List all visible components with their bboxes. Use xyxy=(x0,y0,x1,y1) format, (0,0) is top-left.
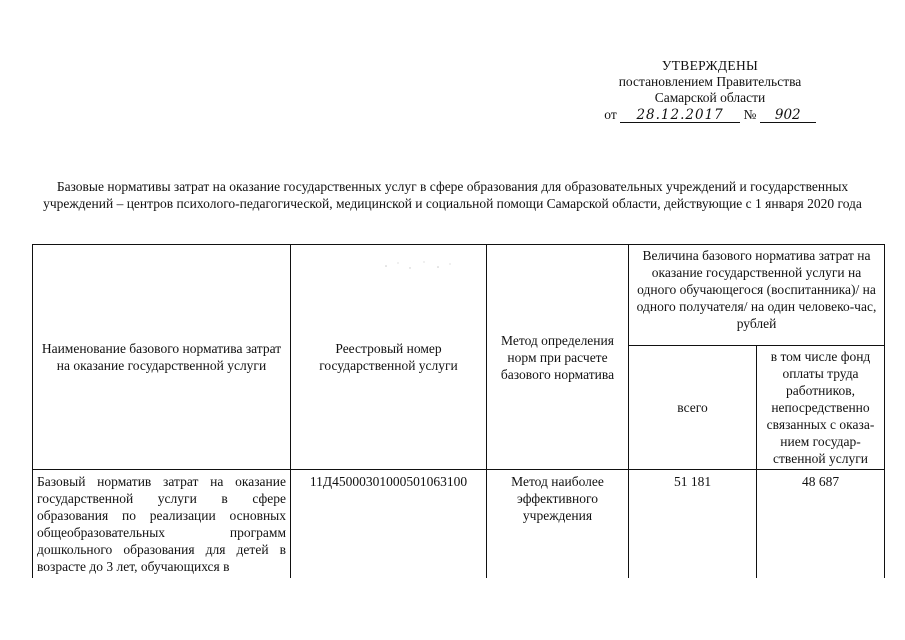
row-labor: 48 687 xyxy=(757,470,885,579)
header-method: Метод определения норм при расчете базового норматива xyxy=(487,245,629,470)
row-registry: 11Д45000301000501063100 xyxy=(291,470,487,579)
header-name: Наименование базового норматива затрат на оказание государственной услуги xyxy=(33,245,291,470)
row-method: Метод наиболее эффективного учреждения xyxy=(487,470,629,579)
header-registry: Реестровый номер государственной услуги xyxy=(291,245,487,470)
approval-reference xyxy=(560,107,860,123)
document-title: Базовые нормативы затрат на оказание государственных услуг в сфере образования для образовательных учреждений и государственных учреждений – центров психолого-педагогической, медицинской и социальной помощи Самарской области, действующие с 1 января 2020 года xyxy=(43,179,862,211)
table-row xyxy=(33,470,885,579)
header-value-group: Величина базового норматива затрат на оказание государственной услуги на одного обучающегося (воспитанника)/ на одного получателя/ на один человеко-час, рублей xyxy=(629,245,885,346)
norms-table xyxy=(32,244,885,578)
approval-heading: УТВЕРЖДЕНЫ xyxy=(661,58,759,73)
row-total: 51 181 xyxy=(629,470,757,579)
row-name: Базовый норматив затрат на оказание государственной услуги в сфере образования по реализации основных общеобразовательных программ дошкольного образования для детей в возрасте до 3 лет, обучающихся в xyxy=(33,470,291,579)
header-row xyxy=(33,245,885,346)
handwritten-date: 28.12.2017 xyxy=(620,108,740,123)
header-labor: в том числе фонд оплаты труда работников, непосредственно связанных с оказа-нием государ-ственной услуги xyxy=(757,346,885,470)
date-prefix: от xyxy=(604,107,617,122)
approval-stamp xyxy=(560,58,860,123)
handwritten-number: 902 xyxy=(760,108,816,123)
approval-line-2: Самарской области xyxy=(654,90,766,105)
header-total: всего xyxy=(629,346,757,470)
approval-line-1: постановлением Правительства xyxy=(618,74,802,89)
number-prefix: № xyxy=(743,107,757,122)
